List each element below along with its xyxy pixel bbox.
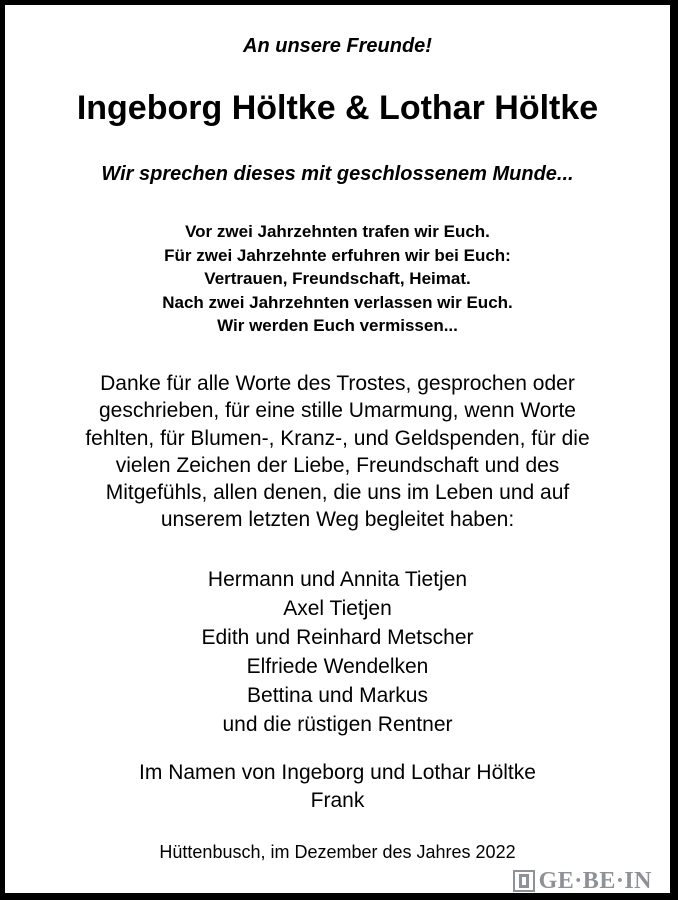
thanks-paragraph bbox=[5, 370, 670, 534]
gebein-logo bbox=[513, 868, 652, 893]
signer-name: Elfriede Wendelken bbox=[246, 655, 429, 678]
on-behalf-line: Im Namen von Ingeborg und Lothar Höltke bbox=[139, 761, 536, 784]
verse-line: Vor zwei Jahrzehnten trafen wir Euch. bbox=[185, 222, 490, 241]
gebein-logo-icon bbox=[513, 870, 535, 892]
verse-line: Für zwei Jahrzehnte erfuhren wir bei Euch: bbox=[164, 245, 511, 265]
thanks-line: Mitgefühls, allen denen, die uns im Leben und auf bbox=[105, 481, 570, 505]
thanks-line: vielen Zeichen der Liebe, Freundschaft und des bbox=[115, 453, 560, 477]
thanks-line: fehlten, für Blumen-, Kranz-, und Geldspenden, für die bbox=[85, 426, 590, 450]
verse-line: Vertrauen, Freundschaft, Heimat. bbox=[204, 269, 471, 288]
verse-line: Wir werden Euch vermissen... bbox=[217, 316, 458, 335]
names-title: Ingeborg Höltke & Lothar Höltke bbox=[76, 89, 599, 127]
greeting-heading: An unsere Freunde! bbox=[243, 35, 432, 57]
signer-name: Axel Tietjen bbox=[283, 597, 392, 620]
on-behalf-signer: Frank bbox=[310, 789, 365, 812]
verse-line: Nach zwei Jahrzehnten verlassen wir Euch. bbox=[162, 292, 513, 312]
signer-name: Bettina und Markus bbox=[247, 684, 428, 707]
on-behalf-block bbox=[5, 759, 670, 815]
place-date: Hüttenbusch, im Dezember des Jahres 2022 bbox=[159, 842, 516, 862]
thanks-line: unserem letzten Weg begleitet haben: bbox=[160, 508, 515, 532]
signer-name: Hermann und Annita Tietjen bbox=[207, 568, 468, 591]
signer-name: Edith und Reinhard Metscher bbox=[201, 626, 474, 649]
announcement-card bbox=[5, 5, 670, 893]
thanks-line: Danke für alle Worte des Trostes, gesprochen oder bbox=[100, 372, 575, 395]
signers-list bbox=[5, 565, 670, 739]
logo-text: GE·BE·IN bbox=[538, 867, 652, 893]
verse-block bbox=[5, 220, 670, 338]
signer-name: und die rüstigen Rentner bbox=[222, 713, 453, 736]
motto-line: Wir sprechen dieses mit geschlossenem Munde... bbox=[101, 163, 574, 185]
thanks-line: geschrieben, für eine stille Umarmung, wenn Worte bbox=[98, 399, 576, 423]
